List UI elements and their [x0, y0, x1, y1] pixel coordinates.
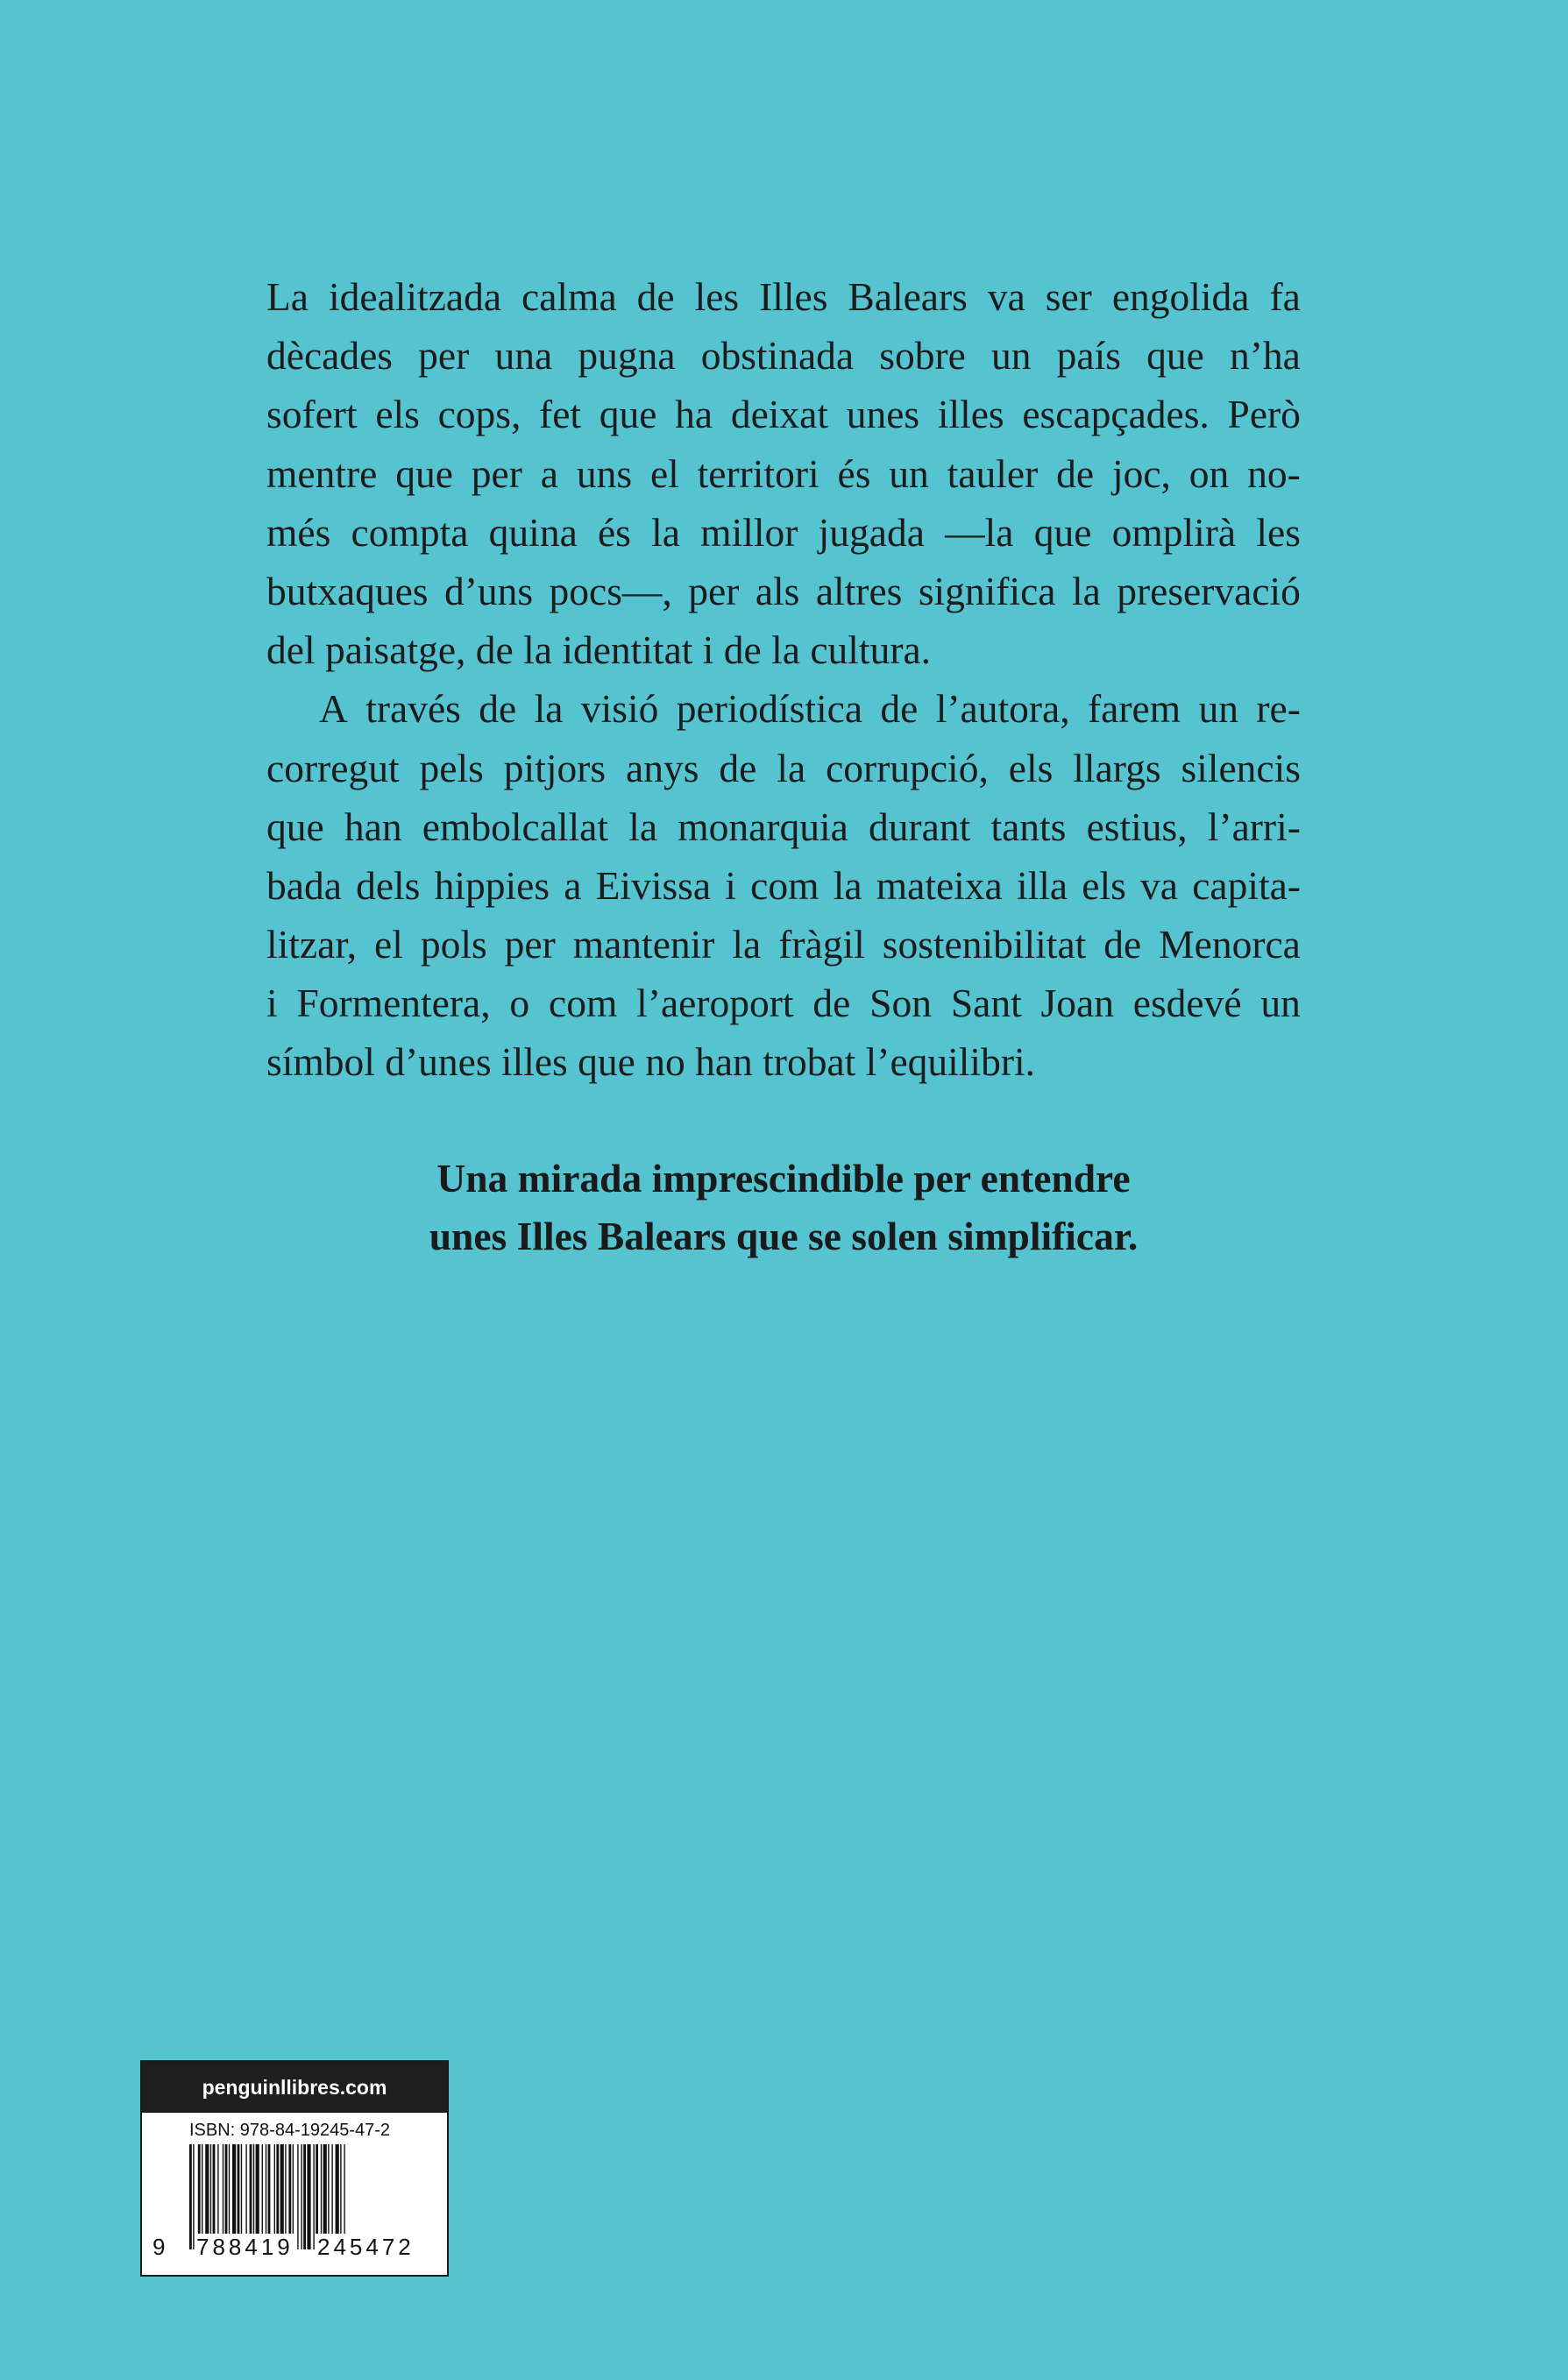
barcode-digit-group-1: 788419 — [196, 2234, 294, 2260]
barcode-label — [140, 2060, 449, 2277]
barcode-digits — [153, 2234, 433, 2260]
blurb-line: A través de la visió periodística de l’autora, farem un re- — [319, 686, 1301, 732]
blurb-line: i Formentera, o com l’aeroport de Son Sant Joan esdevé un — [266, 981, 1301, 1026]
blurb-line: que han embolcallat la monarquia durant tants estius, l’arri- — [266, 804, 1301, 849]
blurb-line: bada dels hippies a Eivissa i com la mateixa illa els va capita- — [266, 862, 1301, 908]
blurb-paragraph-1 — [266, 267, 1301, 679]
barcode-digit-group-2: 245472 — [317, 2234, 415, 2260]
isbn-text: ISBN: 978-84-19245-47-2 — [189, 2121, 391, 2140]
blurb-line: corregut pels pitjors anys de la corrupció, els llargs silencis — [266, 745, 1301, 790]
blurb-line: dècades per una pugna obstinada sobre un país que n’ha — [266, 333, 1301, 379]
blurb-line: del paisatge, de la identitat i de la cultura. — [266, 627, 932, 673]
publisher-website: penguinllibres.com — [142, 2062, 447, 2113]
tagline-line-1: Una mirada imprescindible per entendre — [436, 1156, 1131, 1201]
blurb-paragraph-2 — [266, 679, 1301, 1091]
blurb-line: més compta quina és la millor jugada —la que omplirà les — [266, 509, 1301, 555]
blurb-line: butxaques d’uns pocs—, per als altres significa la preservació — [266, 568, 1301, 613]
tagline-line-2: unes Illes Balears que se solen simplificar. — [429, 1214, 1139, 1258]
blurb-line: sofert els cops, fet que ha deixat unes illes escapçades. Però — [266, 392, 1301, 437]
tagline — [266, 1150, 1301, 1265]
back-cover-blurb — [266, 267, 1301, 1092]
blurb-line: símbol d’unes illes que no han trobat l’equilibri. — [266, 1039, 1035, 1085]
barcode-digit-first: 9 — [153, 2234, 166, 2260]
blurb-line: mentre que per a uns el territori és un tauler de joc, on no- — [266, 450, 1301, 496]
blurb-line: litzar, el pols per mantenir la fràgil sostenibilitat de Menorca — [266, 922, 1301, 967]
blurb-line: La idealitzada calma de les Illes Balears va ser engolida fa — [266, 274, 1301, 319]
